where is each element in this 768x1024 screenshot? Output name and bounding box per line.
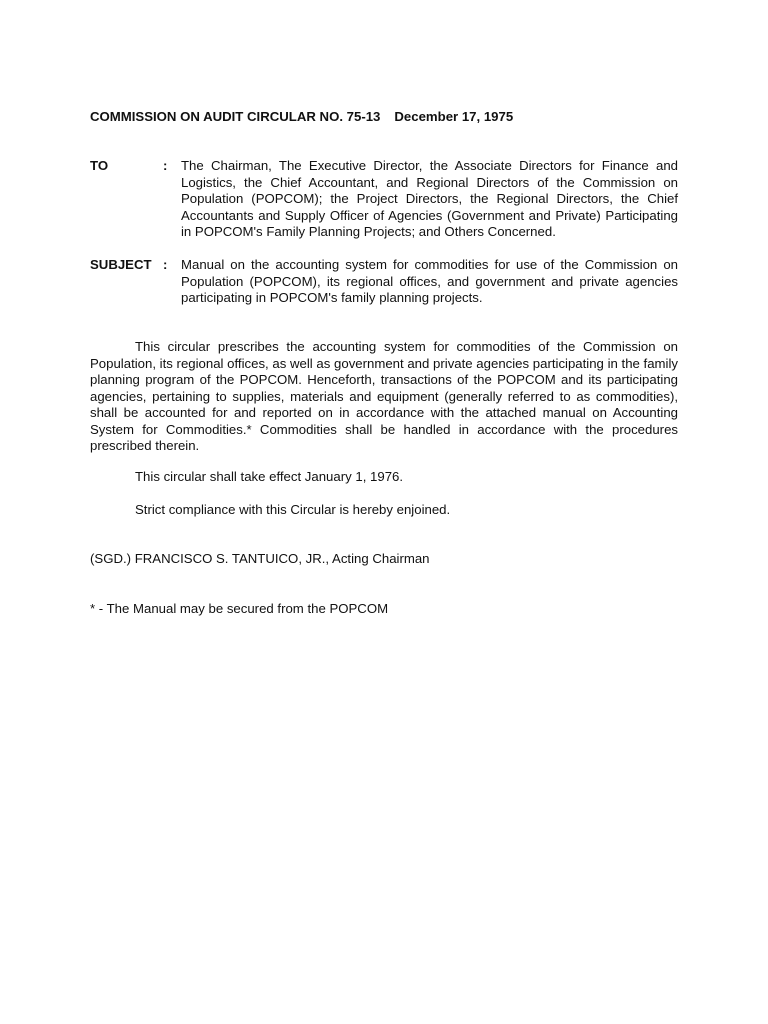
to-label: TO xyxy=(90,158,109,173)
subject-text: Manual on the accounting system for commodities for use of the Commission on Population (POPCOM), its regional offices, and government and private agencies participating in POPCOM's family planning projects. xyxy=(181,257,678,305)
addressees-block xyxy=(90,158,678,241)
signature-line: (SGD.) FRANCISCO S. TANTUICO, JR., Acting Chairman xyxy=(90,551,430,566)
main-paragraph: This circular prescribes the accounting system for commodities of the Commission on Population, its regional offices, as well as government and private agencies participating in the family planning program of the POPCOM. Henceforth, transactions of the POPCOM and its participating agencies, pertaining to supplies, materials and equipment (generally referred to as commodities), shall be accounted for and reported on in accordance with the attached manual on Accounting System for Commodities.* Commodities shall be handled in accordance with the procedures prescribed therein. xyxy=(90,339,678,453)
addressees-text: The Chairman, The Executive Director, the Associate Directors for Finance and Logistics, the Chief Accountant, and Regional Directors of the Commission on Population (POPCOM); the Project Directors, the Regional Directors, the Chief Accountants and Supply Officer of Agencies (Government and Private) Participating in POPCOM's Family Planning Projects; and Others Concerned. xyxy=(181,158,678,239)
circular-number: COMMISSION ON AUDIT CIRCULAR NO. 75-13 xyxy=(90,109,381,124)
subject-colon: : xyxy=(163,257,168,272)
circular-date: December 17, 1975 xyxy=(394,109,514,124)
to-colon: : xyxy=(163,158,168,173)
circular-heading xyxy=(90,109,513,126)
effectivity-paragraph: This circular shall take effect January 1, 1976. xyxy=(135,469,404,484)
compliance-paragraph: Strict compliance with this Circular is hereby enjoined. xyxy=(135,502,451,517)
subject-label: SUBJECT xyxy=(90,257,152,272)
subject-block xyxy=(90,257,678,307)
footnote: * - The Manual may be secured from the POPCOM xyxy=(90,601,389,616)
